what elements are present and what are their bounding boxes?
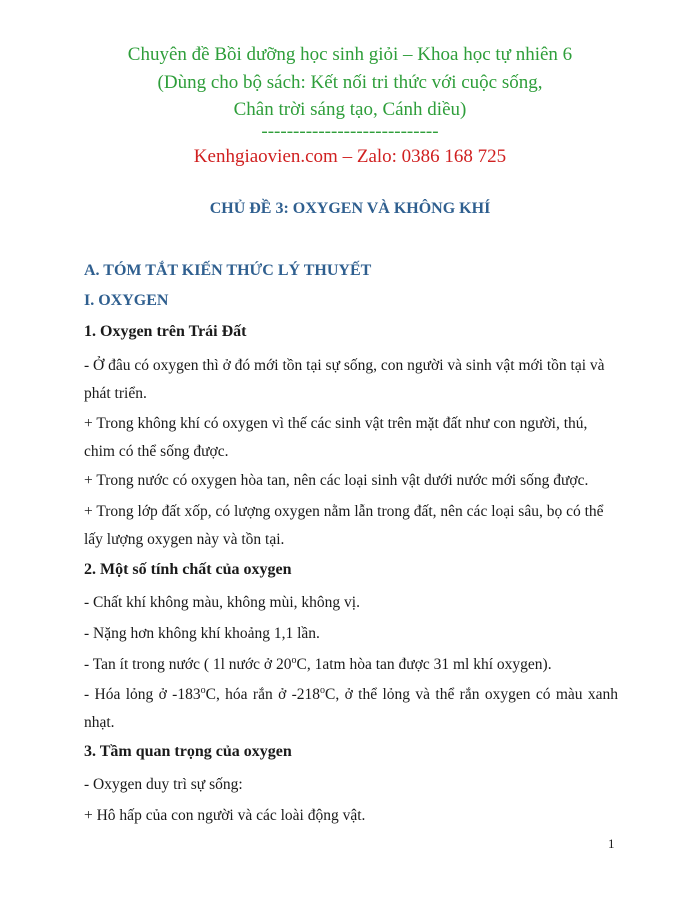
section-i-heading: I. OXYGEN xyxy=(84,292,169,309)
subsection-1-heading: 1. Oxygen trên Trái Đất xyxy=(84,323,247,340)
paragraph: + Trong nước có oxygen hòa tan, nên các loại sinh vật dưới nước mới sống được. xyxy=(84,472,589,489)
header-divider: ---------------------------- xyxy=(261,121,439,142)
paragraph: + Hô hấp của con người và các loài động vật. xyxy=(84,807,366,824)
header-subtitle-line2: Chân trời sáng tạo, Cánh diều) xyxy=(233,99,467,120)
page-number: 1 xyxy=(608,836,615,851)
header-title: Chuyên đề Bồi dưỡng học sinh giỏi – Khoa học tự nhiên 6 xyxy=(127,44,573,65)
subsection-2-heading: 2. Một số tính chất của oxygen xyxy=(84,561,292,578)
header-subtitle-line1: (Dùng cho bộ sách: Kết nối tri thức với cuộc sống, xyxy=(157,72,543,93)
section-a-heading: A. TÓM TẮT KIẾN THỨC LÝ THUYẾT xyxy=(84,262,372,279)
paragraph: - Ở đâu có oxygen thì ở đó mới tồn tại sự sống, con người và sinh vật mới tồn tại và phát triển. xyxy=(84,357,605,402)
paragraph: - Oxygen duy trì sự sống: xyxy=(84,776,243,793)
header-contact: Kenhgiaovien.com – Zalo: 0386 168 725 xyxy=(193,146,507,167)
paragraph: - Tan ít trong nước ( 1l nước ở 20$^o$C, 1atm hòa tan được 31 ml khí oxygen). xyxy=(84,654,552,673)
subsection-3-heading: 3. Tầm quan trọng của oxygen xyxy=(84,743,292,760)
paragraph: - Chất khí không màu, không mùi, không vị. xyxy=(84,594,360,611)
paragraph: + Trong lớp đất xốp, có lượng oxygen nằm lẫn trong đất, nên các loại sâu, bọ có thể lấy lượng oxygen này và tồn tại. xyxy=(84,503,604,548)
paragraph: - Nặng hơn không khí khoảng 1,1 lần. xyxy=(84,625,320,642)
paragraph: + Trong không khí có oxygen vì thế các sinh vật trên mặt đất như con người, thú, chim có thể sống được. xyxy=(84,415,588,460)
topic-title: CHỦ ĐỀ 3: OXYGEN VÀ KHÔNG KHÍ xyxy=(209,200,491,217)
paragraph: - Hóa lỏng ở -183$^o$C, hóa rắn ở -218$^o$C, ở thể lỏng và thể rắn oxygen có màu xanh nhạt. xyxy=(84,684,618,731)
